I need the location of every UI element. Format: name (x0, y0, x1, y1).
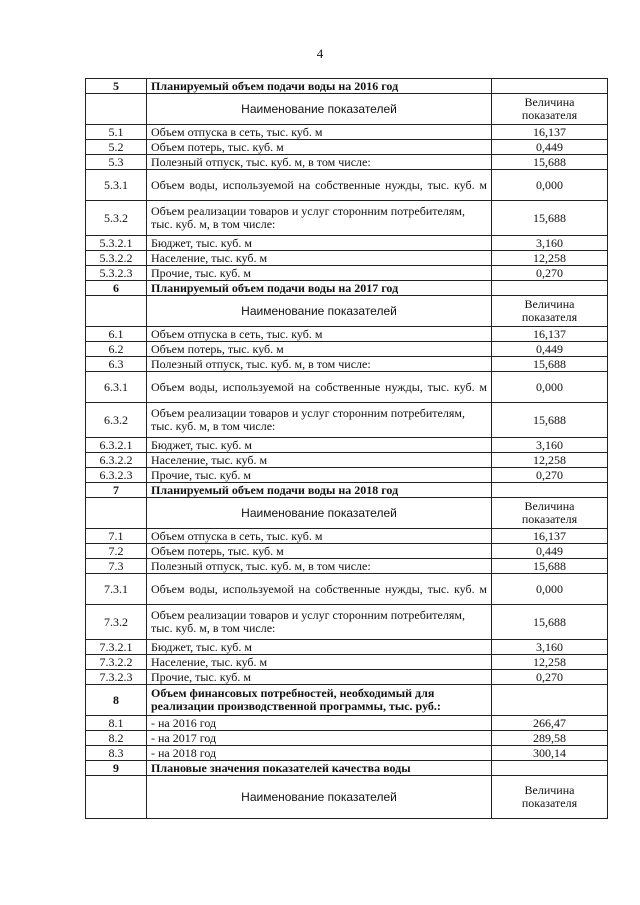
column-header-row (86, 94, 608, 125)
row-name: - на 2017 год (147, 731, 492, 746)
row-number: 5.1 (86, 125, 147, 140)
row-number: 5.3.1 (86, 170, 147, 201)
section-title: Планируемый объем подачи воды на 2018 год (147, 483, 492, 498)
table-row (86, 559, 608, 574)
row-value: 0,449 (492, 342, 608, 357)
row-value: 0,270 (492, 468, 608, 483)
table-row (86, 453, 608, 468)
row-value: 3,160 (492, 438, 608, 453)
section-number: 7 (86, 483, 147, 498)
row-number: 7.3.2.1 (86, 640, 147, 655)
row-name: Объем отпуска в сеть, тыс. куб. м (147, 125, 492, 140)
row-value: 0,000 (492, 170, 608, 201)
column-header-value: Величина показателя (492, 776, 608, 819)
row-name: Прочие, тыс. куб. м (147, 670, 492, 685)
empty-cell (492, 281, 608, 296)
row-number: 5.3.2.3 (86, 266, 147, 281)
page-number: 4 (316, 46, 324, 61)
section-header-row (86, 79, 608, 94)
indicators-table (85, 78, 608, 819)
table-row (86, 251, 608, 266)
table-row (86, 529, 608, 544)
empty-cell (492, 79, 608, 94)
row-value: 12,258 (492, 453, 608, 468)
empty-cell (492, 483, 608, 498)
row-number: 8.3 (86, 746, 147, 761)
section-title: Объем финансовых потребностей, необходимый для реализации производственной программы, тыс. руб.: (147, 685, 492, 716)
column-header-name: Наименование показателей (147, 498, 492, 529)
row-number: 6.3.2.3 (86, 468, 147, 483)
row-value: 15,688 (492, 559, 608, 574)
column-header-value: Величина показателя (492, 498, 608, 529)
row-value: 16,137 (492, 327, 608, 342)
row-name: Объем потерь, тыс. куб. м (147, 140, 492, 155)
table-row (86, 357, 608, 372)
row-name: Бюджет, тыс. куб. м (147, 236, 492, 251)
row-value: 15,688 (492, 357, 608, 372)
row-number: 7.3.1 (86, 574, 147, 605)
row-value: 0,449 (492, 140, 608, 155)
row-name: Объем потерь, тыс. куб. м (147, 342, 492, 357)
table-row (86, 201, 608, 236)
table-row (86, 403, 608, 438)
section-title: Планируемый объем подачи воды на 2017 год (147, 281, 492, 296)
row-value: 16,137 (492, 125, 608, 140)
row-name: Прочие, тыс. куб. м (147, 266, 492, 281)
table-row (86, 327, 608, 342)
table-row (86, 438, 608, 453)
table-row (86, 170, 608, 201)
empty-cell (86, 296, 147, 327)
row-number: 6.3.2.2 (86, 453, 147, 468)
row-name: Объем воды, используемой на собственные нужды, тыс. куб. м (147, 372, 492, 403)
row-number: 8.2 (86, 731, 147, 746)
row-name: Полезный отпуск, тыс. куб. м, в том числе: (147, 357, 492, 372)
table-row (86, 140, 608, 155)
row-name: - на 2016 год (147, 716, 492, 731)
row-number: 6.3.2.1 (86, 438, 147, 453)
row-number: 7.3 (86, 559, 147, 574)
column-header-row (86, 296, 608, 327)
row-number: 7.2 (86, 544, 147, 559)
row-name: Объем отпуска в сеть, тыс. куб. м (147, 327, 492, 342)
row-value: 0,449 (492, 544, 608, 559)
table-row (86, 468, 608, 483)
row-name: Бюджет, тыс. куб. м (147, 438, 492, 453)
empty-cell (492, 761, 608, 776)
column-header-value: Величина показателя (492, 296, 608, 327)
row-number: 6.3.2 (86, 403, 147, 438)
section-number: 8 (86, 685, 147, 716)
section-header-row (86, 761, 608, 776)
row-value: 15,688 (492, 201, 608, 236)
table-row (86, 372, 608, 403)
row-value: 16,137 (492, 529, 608, 544)
table-row (86, 544, 608, 559)
row-value: 0,270 (492, 670, 608, 685)
row-name: Прочие, тыс. куб. м (147, 468, 492, 483)
table-row (86, 155, 608, 170)
row-value: 300,14 (492, 746, 608, 761)
section-number: 6 (86, 281, 147, 296)
row-number: 5.3.2.2 (86, 251, 147, 266)
row-name: Население, тыс. куб. м (147, 655, 492, 670)
row-number: 7.1 (86, 529, 147, 544)
row-number: 6.3.1 (86, 372, 147, 403)
row-number: 5.3.2 (86, 201, 147, 236)
row-name: Полезный отпуск, тыс. куб. м, в том числе: (147, 155, 492, 170)
column-header-row (86, 776, 608, 819)
row-value: 289,58 (492, 731, 608, 746)
column-header-name: Наименование показателей (147, 94, 492, 125)
row-name: - на 2018 год (147, 746, 492, 761)
table-row (86, 746, 608, 761)
row-number: 6.3 (86, 357, 147, 372)
row-name: Бюджет, тыс. куб. м (147, 640, 492, 655)
row-name: Население, тыс. куб. м (147, 251, 492, 266)
row-value: 15,688 (492, 605, 608, 640)
table-row (86, 731, 608, 746)
row-value: 0,270 (492, 266, 608, 281)
row-name: Объем воды, используемой на собственные нужды, тыс. куб. м (147, 574, 492, 605)
section-title: Плановые значения показателей качества воды (147, 761, 492, 776)
row-number: 7.3.2 (86, 605, 147, 640)
section-header-row (86, 685, 608, 716)
section-title: Планируемый объем подачи воды на 2016 год (147, 79, 492, 94)
table-row (86, 236, 608, 251)
section-header-row (86, 483, 608, 498)
table-row (86, 605, 608, 640)
row-name: Полезный отпуск, тыс. куб. м, в том числе: (147, 559, 492, 574)
table-row (86, 342, 608, 357)
column-header-value: Величина показателя (492, 94, 608, 125)
row-value: 266,47 (492, 716, 608, 731)
row-name: Объем реализации товаров и услуг сторонним потребителям, тыс. куб. м, в том числе: (147, 403, 492, 438)
column-header-name: Наименование показателей (147, 296, 492, 327)
row-name: Население, тыс. куб. м (147, 453, 492, 468)
column-header-name: Наименование показателей (147, 776, 492, 819)
row-name: Объем отпуска в сеть, тыс. куб. м (147, 529, 492, 544)
row-value: 0,000 (492, 574, 608, 605)
row-number: 6.2 (86, 342, 147, 357)
empty-cell (492, 685, 608, 716)
row-value: 12,258 (492, 655, 608, 670)
row-name: Объем воды, используемой на собственные нужды, тыс. куб. м (147, 170, 492, 201)
table-row (86, 655, 608, 670)
row-name: Объем реализации товаров и услуг сторонним потребителям, тыс. куб. м, в том числе: (147, 201, 492, 236)
row-value: 0,000 (492, 372, 608, 403)
empty-cell (86, 498, 147, 529)
section-number: 9 (86, 761, 147, 776)
table-row (86, 640, 608, 655)
table-row (86, 716, 608, 731)
empty-cell (86, 776, 147, 819)
row-value: 12,258 (492, 251, 608, 266)
row-value: 15,688 (492, 403, 608, 438)
row-number: 5.2 (86, 140, 147, 155)
table-row (86, 670, 608, 685)
table-row (86, 574, 608, 605)
row-number: 8.1 (86, 716, 147, 731)
row-number: 5.3 (86, 155, 147, 170)
column-header-row (86, 498, 608, 529)
row-value: 15,688 (492, 155, 608, 170)
empty-cell (86, 94, 147, 125)
row-name: Объем потерь, тыс. куб. м (147, 544, 492, 559)
row-name: Объем реализации товаров и услуг сторонним потребителям, тыс. куб. м, в том числе: (147, 605, 492, 640)
row-number: 7.3.2.2 (86, 655, 147, 670)
section-number: 5 (86, 79, 147, 94)
row-value: 3,160 (492, 236, 608, 251)
row-value: 3,160 (492, 640, 608, 655)
table-row (86, 266, 608, 281)
row-number: 5.3.2.1 (86, 236, 147, 251)
row-number: 7.3.2.3 (86, 670, 147, 685)
table-row (86, 125, 608, 140)
row-number: 6.1 (86, 327, 147, 342)
section-header-row (86, 281, 608, 296)
